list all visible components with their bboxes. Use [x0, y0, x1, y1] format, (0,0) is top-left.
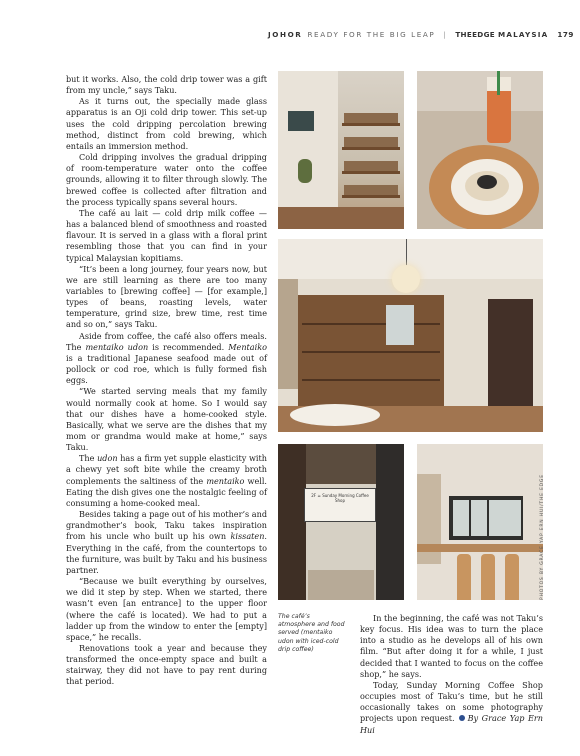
paragraph	[66, 643, 267, 688]
italic-term: mentaiko udon	[85, 341, 149, 352]
text-run: is recommended.	[148, 341, 229, 352]
shop-sign: 2F ☕ Sunday Morning Coffee Shop	[304, 488, 376, 522]
sign-text: Sunday Morning Coffee Shop	[322, 493, 369, 503]
photo-caption	[278, 613, 348, 654]
text-run: Cold dripping involves the gradual dripping of room-temperature water onto the coffee grounds, allowing it to filter through slowly. The brewed coffee is collected after filtration and the process typically spans several hours.	[66, 152, 267, 207]
article-body-left-column	[66, 74, 267, 688]
photo-corridor-sign	[278, 444, 404, 600]
text-run: The café au lait — cold drip milk coffee — has a balanced blend of smoothness and roasted flavour. It is served in a glass with a floral print resembling those that you can find in your typical Malaysian kopitiams.	[66, 207, 267, 263]
photo-cafe-interior	[278, 239, 543, 432]
text-run: Renovations took a year and because they transformed the once-empty space and built a stairway, they did not have to pay rent during that period.	[66, 642, 267, 687]
section-tagline: READY FOR THE BIG LEAP	[307, 29, 436, 39]
photo-window-stools	[417, 444, 543, 600]
section-label: JOHOR	[268, 29, 303, 39]
text-run: Aside from coffee, the café also offers meals. The	[66, 330, 267, 352]
paper-lamp-icon	[392, 265, 420, 293]
header-divider: |	[443, 29, 448, 39]
text-run: “We started serving meals that my family would normally cook at home. So I would say that our dishes have a home-cooked style. Basically, what we serve are the dishes that my mom or grandma would make at home,” says Taku.	[66, 386, 267, 453]
byline: By Grace Yap Ern Hui	[360, 713, 543, 735]
article-body-right-column	[360, 613, 543, 736]
paragraph	[66, 453, 267, 509]
italic-term: udon	[97, 453, 118, 464]
publication-logo-country: MALAYSIA	[497, 29, 549, 39]
paragraph	[66, 576, 267, 643]
publication-logo-the: THE	[455, 29, 473, 39]
paragraph	[66, 386, 267, 453]
paragraph	[66, 96, 267, 152]
italic-term: kissaten	[230, 531, 265, 542]
paragraph	[66, 509, 267, 576]
text-run: but it works. Also, the cold drip tower was a gift from my uncle,” says Taku.	[66, 74, 267, 96]
paragraph	[66, 208, 267, 264]
text-run: has a firm yet supple elasticity with a chewy yet soft bite while the creamy broth complements the saltiness of the	[66, 453, 267, 486]
paragraph-final	[360, 680, 543, 736]
publication-logo-edge: EDGE	[472, 29, 495, 39]
page-number: 179	[557, 29, 574, 39]
paragraph	[66, 331, 267, 387]
text-run: well. Eating the dish gives one the nostalgic feeling of consuming a home-cooked meal.	[66, 475, 268, 508]
caption-italic-term: mentaiko udon	[278, 629, 333, 645]
caption-text-run: The café’s atmosphere and food served (	[278, 613, 345, 637]
running-header	[268, 27, 574, 41]
italic-term: Mentaiko	[228, 341, 267, 352]
text-run: “Because we built everything by ourselves, we did it step by step. When we started, there wasn’t even [an entrance] to the upper floor (where the café is located). We had to put a ladder up from the window to enter the [empty] space,” he recalls.	[66, 576, 267, 642]
paragraph	[66, 74, 267, 96]
photo-mentaiko-udon	[417, 71, 543, 229]
text-run: The	[79, 453, 98, 464]
text-run: Besides taking a page out of his mother’s and grandmother’s book, Taku takes inspiration from his uncle who built up his own	[66, 509, 267, 542]
caption-text-run: with iced-cold drip coffee)	[278, 637, 339, 653]
paragraph	[66, 264, 267, 331]
paragraph-final-text: Today, Sunday Morning Coffee Shop occupies most of Taku’s time, but he still occasionally takes on some photography projects upon request.	[360, 679, 543, 724]
text-run: is a traditional Japanese seafood made out of pollock or cod roe, which is fully formed fish eggs.	[66, 352, 267, 386]
end-mark-icon	[459, 715, 465, 721]
italic-term: mentaiko	[206, 475, 245, 486]
paragraph	[66, 152, 267, 208]
photo-cafe-shelves	[278, 71, 404, 229]
paragraph: In the beginning, the café was not Taku’s key focus. His idea was to turn the place into a studio as he develops all of his own film. “But after doing it for a while, I just decided that I wanted to focus on the coffee shop,” he says.	[360, 613, 543, 679]
text-run: “It’s been a long journey, four years now, but we are still learning as there are too many variables to [brewing coffee] — [for example,] types of beans, roasting levels, water temperature, grind size, brew time, rest time and so on,” says Taku.	[66, 263, 267, 330]
sign-floor: 2F	[311, 493, 317, 498]
text-run: As it turns out, the specially made glass apparatus is an Oji cold drip tower. This set-up uses the cold dripping percolation brewing method, distinct from cold brewing, which entails an immersion method.	[66, 96, 267, 151]
text-run: . Everything in the café, from the countertops to the furniture, was built by Taku and his business partner.	[66, 531, 267, 575]
photo-credit: PHOTOS BY GRACE YAP ERN HUI/THE EDGE	[540, 474, 545, 600]
